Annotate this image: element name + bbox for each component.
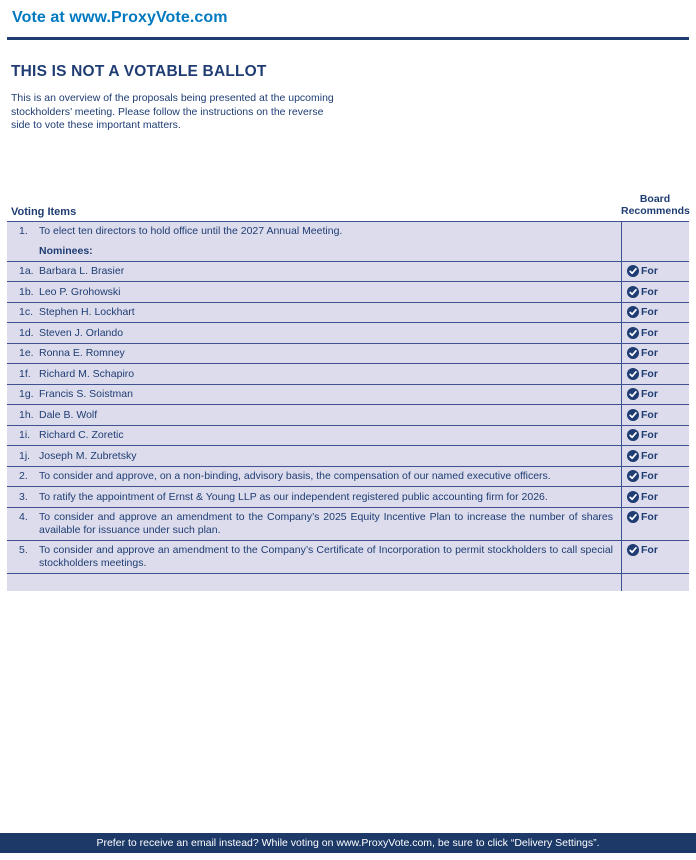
check-icon bbox=[627, 327, 639, 339]
row-text: Dale B. Wolf bbox=[39, 408, 98, 421]
check-icon bbox=[627, 306, 639, 318]
recommend-cell bbox=[621, 487, 689, 507]
for-label: For bbox=[641, 265, 658, 277]
recommend-cell bbox=[621, 344, 689, 364]
board-recommends-header-line2: Recommends bbox=[621, 205, 690, 217]
recommend-cell bbox=[621, 323, 689, 343]
row-number: 1i. bbox=[19, 429, 31, 441]
check-icon bbox=[627, 265, 639, 277]
table-row-nominee-1j bbox=[7, 446, 689, 467]
table-row-nominee-1h bbox=[7, 405, 689, 426]
recommend-cell bbox=[621, 508, 689, 540]
item-cell bbox=[7, 222, 621, 242]
recommend-cell bbox=[621, 541, 689, 573]
row-text: To ratify the appointment of Ernst & Young LLP as our independent registered public accounting firm for 2026. bbox=[39, 490, 548, 503]
check-icon bbox=[627, 286, 639, 298]
row-number: 4. bbox=[19, 511, 28, 523]
item-cell bbox=[7, 364, 621, 384]
table-row-nominee-1i bbox=[7, 426, 689, 447]
for-label: For bbox=[641, 470, 658, 482]
check-icon bbox=[627, 544, 639, 556]
row-number: 1a. bbox=[19, 265, 34, 277]
row-number: 1e. bbox=[19, 347, 34, 359]
item-cell bbox=[7, 508, 621, 540]
row-number: 2. bbox=[19, 470, 28, 482]
for-label: For bbox=[641, 367, 658, 380]
top-header bbox=[0, 0, 696, 27]
row-text: Leo P. Grohowski bbox=[39, 285, 121, 298]
row-text: Ronna E. Romney bbox=[39, 347, 125, 359]
recommend-cell bbox=[621, 262, 689, 282]
table-row-nominee-1d bbox=[7, 323, 689, 344]
table-row-proposal-2 bbox=[7, 467, 689, 488]
row-number: 1f. bbox=[19, 367, 31, 380]
check-icon bbox=[627, 388, 639, 400]
table-row-nominee-1c bbox=[7, 303, 689, 324]
recommend-cell bbox=[621, 405, 689, 425]
check-icon bbox=[627, 409, 639, 421]
table-header-row bbox=[7, 193, 689, 221]
table-row-nominee-1a bbox=[7, 262, 689, 283]
footer-text: Prefer to receive an email instead? While voting on www.ProxyVote.com, be sure to click “Delivery Settings”. bbox=[96, 837, 600, 849]
ballot-description: This is an overview of the proposals being presented at the upcoming stockholders’ meeting. Please follow the instructions on the reverse side to vote these important matters. bbox=[11, 92, 334, 131]
row-text: Joseph M. Zubretsky bbox=[39, 449, 137, 462]
table-row-proposal-3 bbox=[7, 487, 689, 508]
row-text: Stephen H. Lockhart bbox=[39, 306, 135, 318]
recommend-cell bbox=[621, 303, 689, 323]
for-label: For bbox=[641, 490, 658, 503]
for-label: For bbox=[641, 408, 658, 421]
check-icon bbox=[627, 470, 639, 482]
recommend-cell bbox=[621, 241, 689, 261]
item-cell bbox=[7, 385, 621, 405]
table-row-filler bbox=[7, 574, 689, 591]
for-label: For bbox=[641, 347, 658, 359]
check-icon bbox=[627, 368, 639, 380]
item-cell bbox=[7, 541, 621, 573]
for-label: For bbox=[641, 544, 658, 556]
row-text: To consider and approve an amendment to the Company’s 2025 Equity Incentive Plan to increase the number of shares available for issuance under such plan. bbox=[39, 511, 613, 536]
recommend-cell bbox=[621, 385, 689, 405]
table-row-proposal-4 bbox=[7, 508, 689, 541]
item-cell bbox=[7, 303, 621, 323]
table-row-nominee-1b bbox=[7, 282, 689, 303]
for-label: For bbox=[641, 449, 658, 462]
for-label: For bbox=[641, 388, 658, 400]
item-cell bbox=[7, 344, 621, 364]
item-cell bbox=[7, 241, 621, 261]
table-row-nominee-1e bbox=[7, 344, 689, 365]
for-label: For bbox=[641, 511, 658, 523]
row-number: 1g. bbox=[19, 388, 34, 400]
for-label: For bbox=[641, 306, 658, 318]
row-number: 1b. bbox=[19, 285, 34, 298]
table-row-nominee-1g bbox=[7, 385, 689, 406]
row-text: To consider and approve an amendment to the Company’s Certificate of Incorporation to permit stockholders to call special stockholders meetings. bbox=[39, 544, 613, 569]
row-text: Nominees: bbox=[39, 244, 93, 257]
row-number: 3. bbox=[19, 490, 28, 503]
table-row-proposal-5 bbox=[7, 541, 689, 574]
recommend-cell bbox=[621, 574, 689, 591]
ballot-heading: THIS IS NOT A VOTABLE BALLOT bbox=[11, 63, 267, 80]
recommend-cell bbox=[621, 282, 689, 302]
row-text: Francis S. Soistman bbox=[39, 388, 133, 400]
check-icon bbox=[627, 429, 639, 441]
header-divider-rule bbox=[7, 37, 689, 40]
check-icon bbox=[627, 450, 639, 462]
row-text: Barbara L. Brasier bbox=[39, 265, 125, 277]
item-cell bbox=[7, 426, 621, 446]
for-label: For bbox=[641, 429, 658, 441]
row-text: Richard C. Zoretic bbox=[39, 429, 124, 441]
voting-items-header: Voting Items bbox=[11, 205, 77, 218]
row-number bbox=[7, 245, 39, 258]
row-text: To consider and approve, on a non-binding, advisory basis, the compensation of our named executive officers. bbox=[39, 470, 551, 482]
item-cell bbox=[7, 323, 621, 343]
proxyvote-url-title: Vote at www.ProxyVote.com bbox=[12, 9, 228, 26]
row-number: 5. bbox=[19, 544, 28, 556]
item-cell bbox=[7, 405, 621, 425]
item-cell bbox=[7, 446, 621, 466]
board-recommends-header bbox=[621, 193, 689, 218]
item-cell bbox=[7, 262, 621, 282]
row-number: 1c. bbox=[19, 306, 34, 318]
item-cell bbox=[7, 574, 621, 591]
item-cell bbox=[7, 282, 621, 302]
row-text: Richard M. Schapiro bbox=[39, 367, 135, 380]
row-number: 1d. bbox=[19, 326, 34, 339]
check-icon bbox=[627, 511, 639, 523]
row-number: 1h. bbox=[19, 408, 34, 421]
recommend-cell bbox=[621, 446, 689, 466]
item-cell bbox=[7, 487, 621, 507]
row-number: 1. bbox=[19, 225, 28, 237]
row-number: 1j. bbox=[19, 449, 31, 462]
row-text: Steven J. Orlando bbox=[39, 326, 124, 339]
table-row-nominee-1f bbox=[7, 364, 689, 385]
for-label: For bbox=[641, 285, 658, 298]
recommend-cell bbox=[621, 364, 689, 384]
recommend-cell bbox=[621, 426, 689, 446]
table-row-nominees-label bbox=[7, 241, 689, 262]
table-body bbox=[7, 221, 689, 591]
check-icon bbox=[627, 347, 639, 359]
recommend-cell bbox=[621, 467, 689, 487]
row-text: To elect ten directors to hold office until the 2027 Annual Meeting. bbox=[39, 225, 343, 237]
footer-bar bbox=[0, 833, 696, 853]
recommend-cell bbox=[621, 222, 689, 242]
item-cell bbox=[7, 467, 621, 487]
board-recommends-header-line1: Board bbox=[639, 192, 671, 205]
for-label: For bbox=[641, 326, 658, 339]
check-icon bbox=[627, 491, 639, 503]
voting-table bbox=[7, 193, 689, 591]
table-row-proposal-1 bbox=[7, 222, 689, 242]
